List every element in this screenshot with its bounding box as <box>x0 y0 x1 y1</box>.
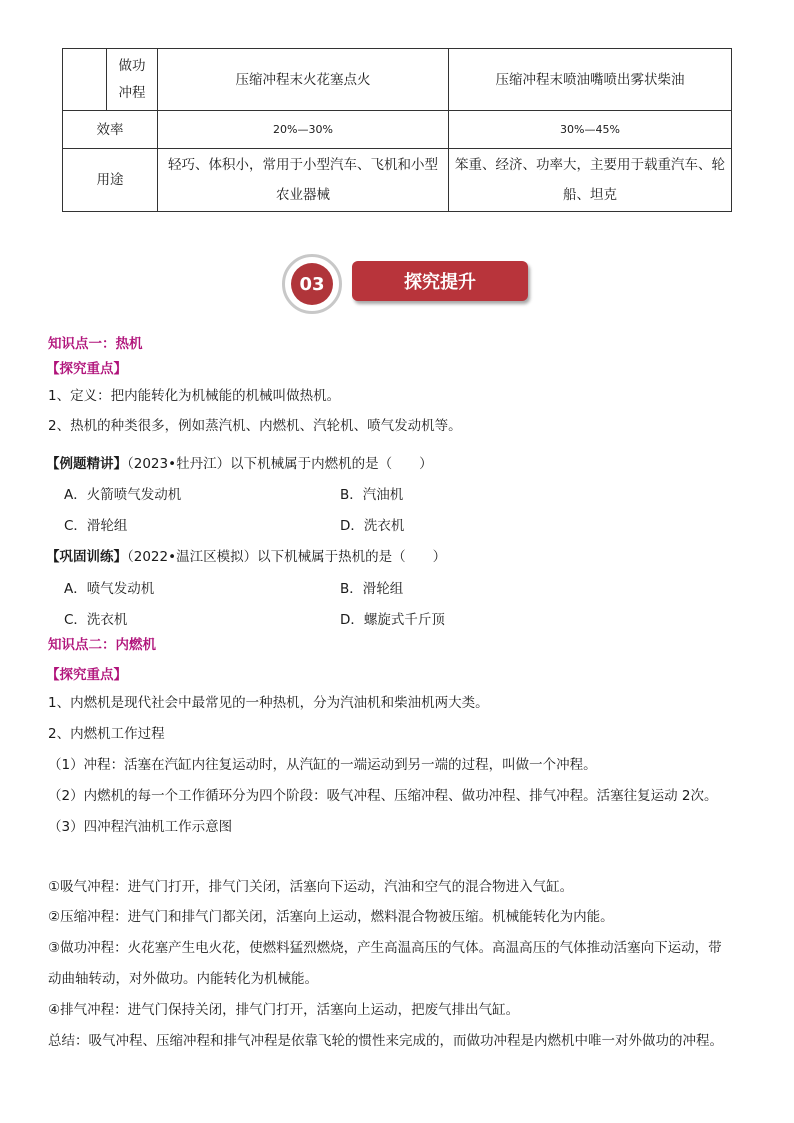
practice-question <box>46 545 446 565</box>
knowledge-heading-2: 知识点二：内燃机 <box>48 637 156 653</box>
paragraph: 1、定义：把内能转化为机械能的机械叫做热机。 <box>48 388 341 404</box>
option-b: B．汽油机 <box>340 487 404 503</box>
stroke-description: ②压缩冲程：进气门和排气门都关闭，活塞向上运动，燃料混合物被压缩。机械能转化为内能。 <box>48 909 614 925</box>
option-a: A．喷气发动机 <box>64 581 155 597</box>
paragraph: 1、内燃机是现代社会中最常见的一种热机，分为汽油机和柴油机两大类。 <box>48 695 489 711</box>
stroke-description: ①吸气冲程：进气门打开，排气门关闭，活塞向下运动，汽油和空气的混合物进入气缸。 <box>48 879 574 895</box>
key-points-label: 【探究重点】 <box>46 361 127 377</box>
option-d: D．洗衣机 <box>340 518 405 534</box>
table-cell-gasoline: 20%—30% <box>158 111 449 149</box>
table-row <box>63 149 732 212</box>
comparison-table <box>62 48 732 212</box>
option-c: C．洗衣机 <box>64 612 128 628</box>
option-b: B．滑轮组 <box>340 581 404 597</box>
table-cell-diesel: 压缩冲程末喷油嘴喷出雾状柴油 <box>449 49 732 111</box>
example-label: 【例题精讲】 <box>46 456 127 472</box>
table-cell-gasoline: 轻巧、体积小，常用于小型汽车、飞机和小型农业器械 <box>158 149 449 212</box>
table-cell-label: 效率 <box>63 111 158 149</box>
paragraph: 2、热机的种类很多，例如蒸汽机、内燃机、汽轮机、喷气发动机等。 <box>48 418 462 434</box>
table-cell-diesel: 30%—45% <box>449 111 732 149</box>
table-row <box>63 49 732 111</box>
knowledge-heading-1: 知识点一：热机 <box>48 336 143 352</box>
example-text: （2023•牡丹江）以下机械属于内燃机的是（ ） <box>127 456 433 472</box>
stroke-description: 动曲轴转动，对外做功。内能转化为机械能。 <box>48 971 318 987</box>
stroke-description: ④排气冲程：进气门保持关闭，排气门打开，活塞向上运动，把废气排出气缸。 <box>48 1002 520 1018</box>
example-question <box>46 452 433 472</box>
section-title: 探究提升 <box>352 261 528 301</box>
paragraph: （3）四冲程汽油机工作示意图 <box>48 819 233 835</box>
table-row <box>63 111 732 149</box>
option-d: D．螺旋式千斤顶 <box>340 612 445 628</box>
practice-label: 【巩固训练】 <box>46 549 127 565</box>
practice-text: （2022•温江区模拟）以下机械属于热机的是（ ） <box>127 549 447 565</box>
section-banner <box>282 254 532 316</box>
key-points-label: 【探究重点】 <box>46 667 127 683</box>
table-cell-label: 用途 <box>63 149 158 212</box>
table-cell-gasoline: 压缩冲程末火花塞点火 <box>158 49 449 111</box>
summary: 总结：吸气冲程、压缩冲程和排气冲程是依靠飞轮的惯性来完成的，而做功冲程是内燃机中唯一对外做功的冲程。 <box>48 1033 723 1049</box>
option-a: A．火箭喷气发动机 <box>64 487 182 503</box>
paragraph: （1）冲程：活塞在汽缸内往复运动时，从汽缸的一端运动到另一端的过程，叫做一个冲程。 <box>48 757 597 773</box>
stroke-description: ③做功冲程：火花塞产生电火花，使燃料猛烈燃烧，产生高温高压的气体。高温高压的气体推动活塞向下运动，带 <box>48 940 722 956</box>
section-number: 03 <box>291 263 333 305</box>
table-cell-empty <box>63 49 107 111</box>
paragraph: 2、内燃机工作过程 <box>48 726 165 742</box>
section-number-badge <box>282 254 342 314</box>
option-c: C．滑轮组 <box>64 518 128 534</box>
table-cell-diesel: 笨重、经济、功率大，主要用于载重汽车、轮船、坦克 <box>449 149 732 212</box>
paragraph: （2）内燃机的每一个工作循环分为四个阶段：吸气冲程、压缩冲程、做功冲程、排气冲程。活塞往复运动 2次。 <box>48 788 718 804</box>
table-cell-sub-label: 做功 冲程 <box>107 49 158 111</box>
